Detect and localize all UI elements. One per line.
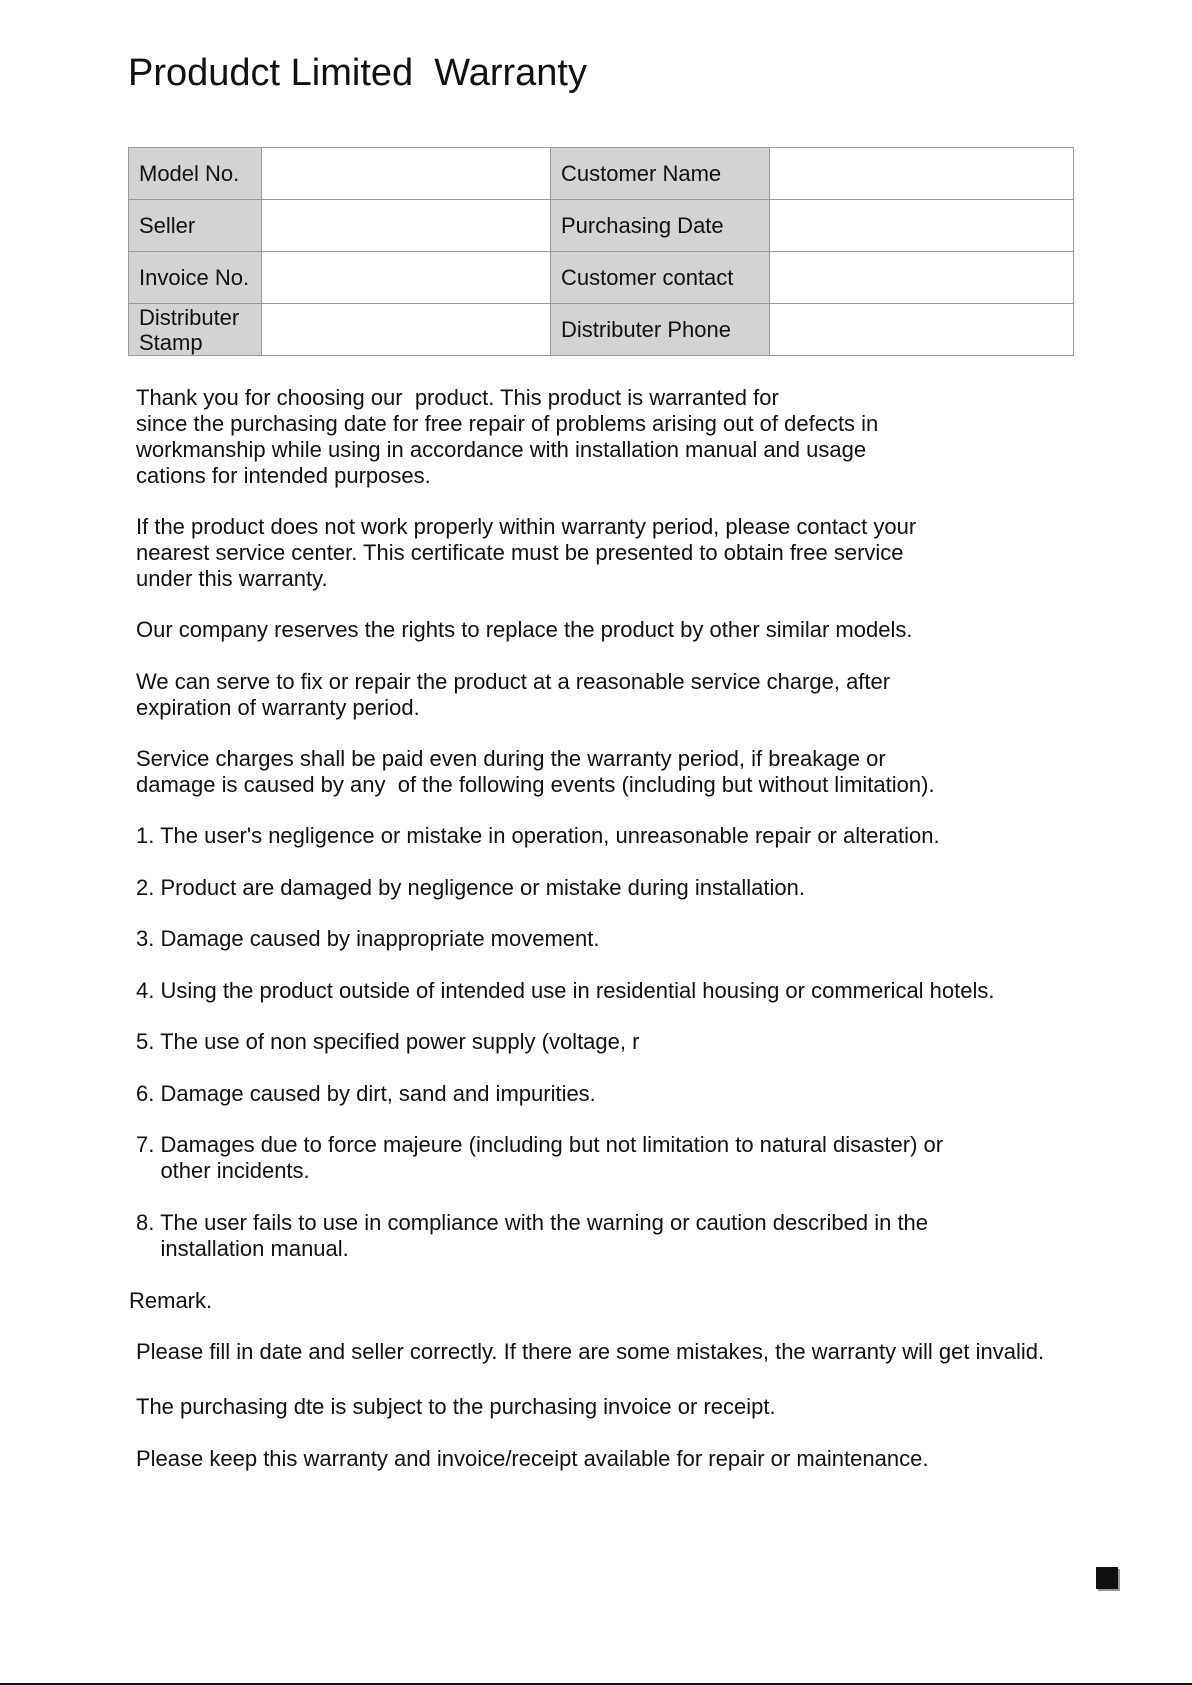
- list-item: 8. The user fails to use in compliance with the warning or caution described in the installation manual.: [136, 1210, 929, 1261]
- page-marker-square: [1096, 1567, 1118, 1589]
- distributer-stamp-field[interactable]: [262, 304, 551, 356]
- paragraph-thanks: Thank you for choosing our product. This product is warranted for since the purchasing date for free repair of problems arising out of defects in workmanship while using in accordance with installation manual and usage cations for intended purposes.: [136, 385, 879, 488]
- model-no-label: Model No.: [129, 148, 262, 200]
- list-item: 5. The use of non specified power supply (voltage, r: [136, 1029, 640, 1054]
- remark-note: The purchasing dte is subject to the purchasing invoice or receipt.: [136, 1394, 776, 1419]
- distributer-phone-label: Distributer Phone: [551, 304, 770, 356]
- paragraph-replacement-rights: Our company reserves the rights to replace the product by other similar models.: [136, 617, 913, 642]
- list-item: 2. Product are damaged by negligence or mistake during installation.: [136, 875, 805, 900]
- seller-label: Seller: [129, 200, 262, 252]
- table-row: [129, 252, 1074, 304]
- customer-contact-label: Customer contact: [551, 252, 770, 304]
- list-item: 7. Damages due to force majeure (including but not limitation to natural disaster) or other incidents.: [136, 1132, 944, 1183]
- list-item: 6. Damage caused by dirt, sand and impurities.: [136, 1081, 596, 1106]
- list-item: 4. Using the product outside of intended use in residential housing or commerical hotels.: [136, 978, 995, 1003]
- model-no-field[interactable]: [262, 148, 551, 200]
- customer-name-label: Customer Name: [551, 148, 770, 200]
- paragraph-after-expiration: We can serve to fix or repair the product at a reasonable service charge, after expiration of warranty period.: [136, 669, 891, 720]
- customer-contact-field[interactable]: [770, 252, 1074, 304]
- paragraph-service-center: If the product does not work properly within warranty period, please contact your nearest service center. This certificate must be presented to obtain free service under this warranty.: [136, 514, 917, 591]
- customer-name-field[interactable]: [770, 148, 1074, 200]
- remark-note: Please fill in date and seller correctly. If there are some mistakes, the warranty will get invalid.: [136, 1339, 1045, 1364]
- invoice-no-field[interactable]: [262, 252, 551, 304]
- table-row: [129, 200, 1074, 252]
- distributer-stamp-label: Distributer Stamp: [129, 304, 262, 356]
- purchasing-date-field[interactable]: [770, 200, 1074, 252]
- remark-note: Please keep this warranty and invoice/receipt available for repair or maintenance.: [136, 1446, 929, 1471]
- paragraph-service-charges: Service charges shall be paid even during the warranty period, if breakage or damage is caused by any of the following events (including but without limitation).: [136, 746, 935, 797]
- seller-field[interactable]: [262, 200, 551, 252]
- list-item: 3. Damage caused by inappropriate movement.: [136, 926, 600, 951]
- purchasing-date-label: Purchasing Date: [551, 200, 770, 252]
- page-title: Produdct Limited Warranty: [128, 52, 587, 94]
- warranty-info-table: [128, 147, 1074, 356]
- list-item: 1. The user's negligence or mistake in operation, unreasonable repair or alteration.: [136, 823, 940, 848]
- distributer-phone-field[interactable]: [770, 304, 1074, 356]
- table-row: [129, 304, 1074, 356]
- invoice-no-label: Invoice No.: [129, 252, 262, 304]
- remark-heading: Remark.: [129, 1288, 213, 1313]
- table-row: [129, 148, 1074, 200]
